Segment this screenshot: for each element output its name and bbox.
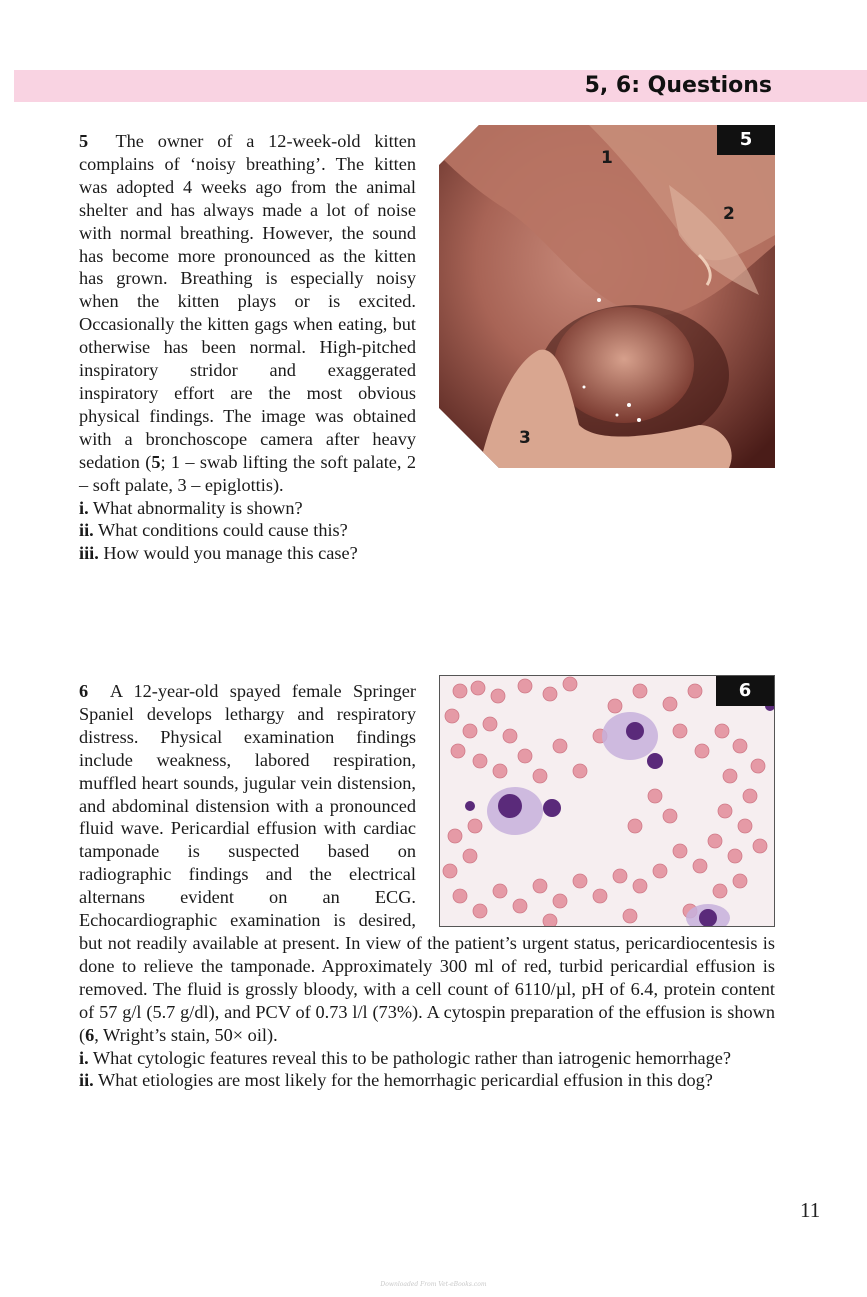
figure-number-badge: 5 bbox=[717, 125, 775, 155]
figure-label-3: 3 bbox=[519, 428, 531, 448]
question-text: The owner of a 12-week-old kitten complains of ‘noisy breathing’. The kitten was adopted 4 weeks ago from the animal shelter and has always made a lot of noise with normal breathing. However, the sound has become more pronounced as the kitten has grown. Breathing is especially noisy when the kitten plays or is excited. Occasionally the kitten gags when eating, but otherwise has been normal. High-pitched inspiratory stridor and exaggerated inspiratory effort are the most obvious physical findings. The image was obtained with a bronchoscope camera after heavy sedation ( bbox=[79, 131, 417, 472]
question-text: A 12-year-old spayed female Springer Spaniel develops lethargy and respiratory distress. Physical examination findings include weakness, labored respiration, muffled heart sounds, jugular vein distension, and abdominal distension with a pronounced fluid wave. Pericardial effusion with cardiac tamponade is suspected based on radiographic findings and the electrical alternans evident on an ECG. Echocardiographic examination is desired, but not readily available at present. In view of the patient’s urgent status, pericardiocentesis is done to relieve the tamponade. Approximately 300 ml of red, turbid pericardial effusion is removed. The fluid is grossly bloody, with a cell count of 6110/µl, pH of 6.4, protein content of 57 g/l (5.7 g/dl), and PCV of 0.73 l/l (73%). A cytospin preparation of the effusion is shown ( bbox=[79, 681, 775, 1045]
figure-label-2: 2 bbox=[723, 204, 735, 224]
question-5 bbox=[79, 130, 775, 565]
question-6 bbox=[79, 680, 775, 1092]
figure-5-bronchoscopy-image bbox=[439, 125, 775, 468]
figure-reference: 6 bbox=[85, 1024, 95, 1045]
question-number: 5 bbox=[79, 131, 89, 151]
sub-question: iii. How would you manage this case? bbox=[79, 543, 358, 564]
figure-label-1: 1 bbox=[601, 148, 613, 168]
figure-number-badge: 6 bbox=[716, 676, 774, 706]
sub-question: ii. What conditions could cause this? bbox=[79, 520, 348, 541]
figure-caption: ; 1 – swab lifting the soft palate, 2 – soft palate, 3 – epiglottis). bbox=[79, 451, 416, 495]
page-number: 11 bbox=[800, 1198, 821, 1222]
footer-watermark: Downloaded From Vet-eBooks.com bbox=[380, 1281, 487, 1288]
figure-caption: , Wright’s stain, 50× oil). bbox=[94, 1024, 278, 1045]
section-title: 5, 6: Questions bbox=[584, 73, 772, 98]
cytology-photo bbox=[440, 676, 774, 926]
bronchoscopy-photo bbox=[439, 125, 775, 468]
figure-6-cytology-image bbox=[439, 675, 775, 927]
sub-question: ii. What etiologies are most likely for the hemorrhagic pericardial effusion in this dog? bbox=[79, 1070, 713, 1091]
sub-question: i. What cytologic features reveal this to be pathologic rather than iatrogenic hemorrhage? bbox=[79, 1047, 731, 1068]
section-header-bar bbox=[14, 70, 867, 102]
question-number: 6 bbox=[79, 681, 89, 701]
figure-reference: 5 bbox=[151, 451, 161, 472]
sub-question: i. What abnormality is shown? bbox=[79, 497, 303, 518]
